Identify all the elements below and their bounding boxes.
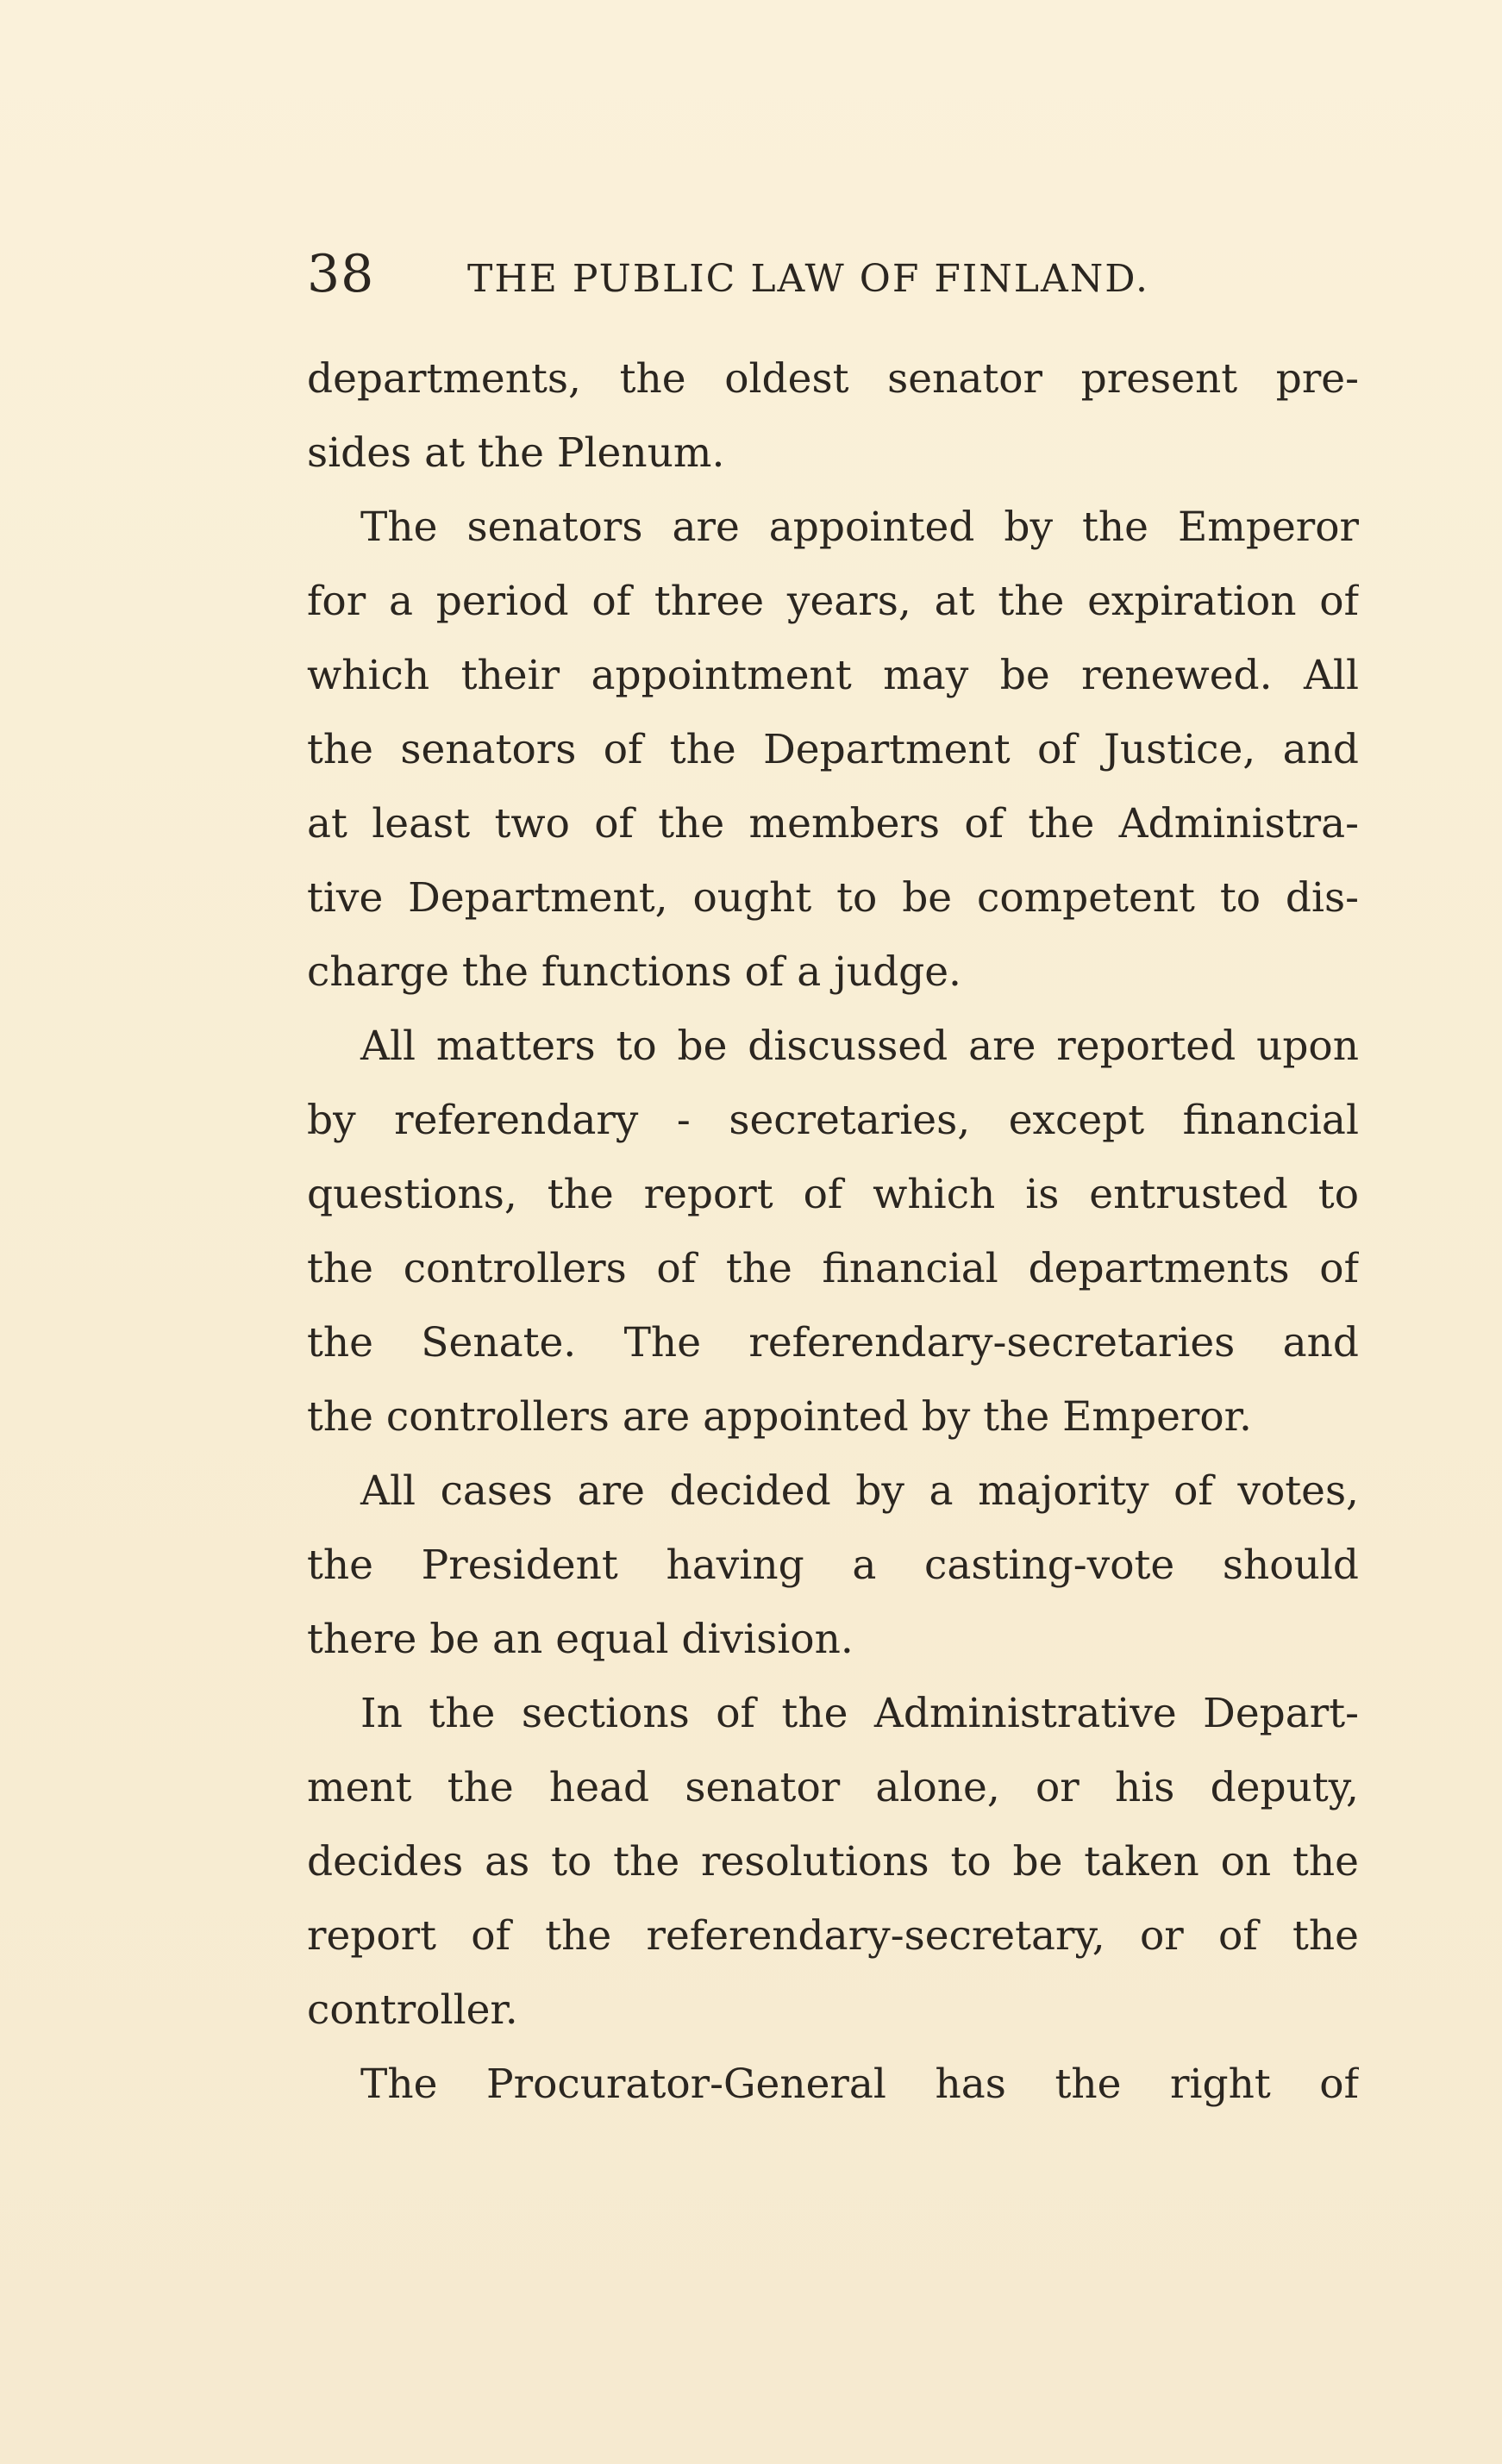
- text-line: the controllers are appointed by the Emperor.: [307, 1393, 1252, 1441]
- text-line: The senators are appointed by the Emperor: [360, 503, 1359, 551]
- text-line: the controllers of the financial departments of: [307, 1245, 1359, 1292]
- text-line: at least two of the members of the Administra-: [307, 800, 1359, 847]
- text-line: The Procurator-General has the right of: [360, 2061, 1359, 2108]
- text-line: tive Department, ought to be competent to dis-: [307, 874, 1359, 922]
- text-line: All matters to be discussed are reported upon: [360, 1022, 1359, 1070]
- text-line: the senators of the Department of Justice, and: [307, 726, 1359, 773]
- text-line: ment the head senator alone, or his deputy,: [307, 1764, 1359, 1811]
- text-line: In the sections of the Administrative Depart-: [360, 1690, 1359, 1737]
- running-title: THE PUBLIC LAW OF FINLAND.: [467, 257, 1149, 301]
- text-line: questions, the report of which is entrusted to: [307, 1171, 1359, 1218]
- body-text: [307, 342, 1359, 2122]
- text-line: controller.: [307, 1986, 518, 2034]
- text-line: which their appointment may be renewed. All: [307, 652, 1359, 699]
- page-number: 38: [307, 244, 375, 304]
- page-header: [307, 240, 1359, 309]
- text-line: there be an equal division.: [307, 1616, 854, 1663]
- text-line: report of the referendary-secretary, or of the: [307, 1912, 1359, 1960]
- text-line: decides as to the resolutions to be taken on the: [307, 1838, 1359, 1886]
- text-line: by referendary - secretaries, except financial: [307, 1097, 1359, 1144]
- text-line: for a period of three years, at the expiration of: [307, 578, 1359, 625]
- text-line: charge the functions of a judge.: [307, 948, 961, 996]
- text-line: sides at the Plenum.: [307, 429, 725, 477]
- text-line: departments, the oldest senator present pre-: [307, 355, 1359, 403]
- text-line: All cases are decided by a majority of votes,: [360, 1467, 1359, 1515]
- text-line: the President having a casting-vote should: [307, 1542, 1359, 1589]
- text-line: the Senate. The referendary-secretaries and: [307, 1319, 1359, 1366]
